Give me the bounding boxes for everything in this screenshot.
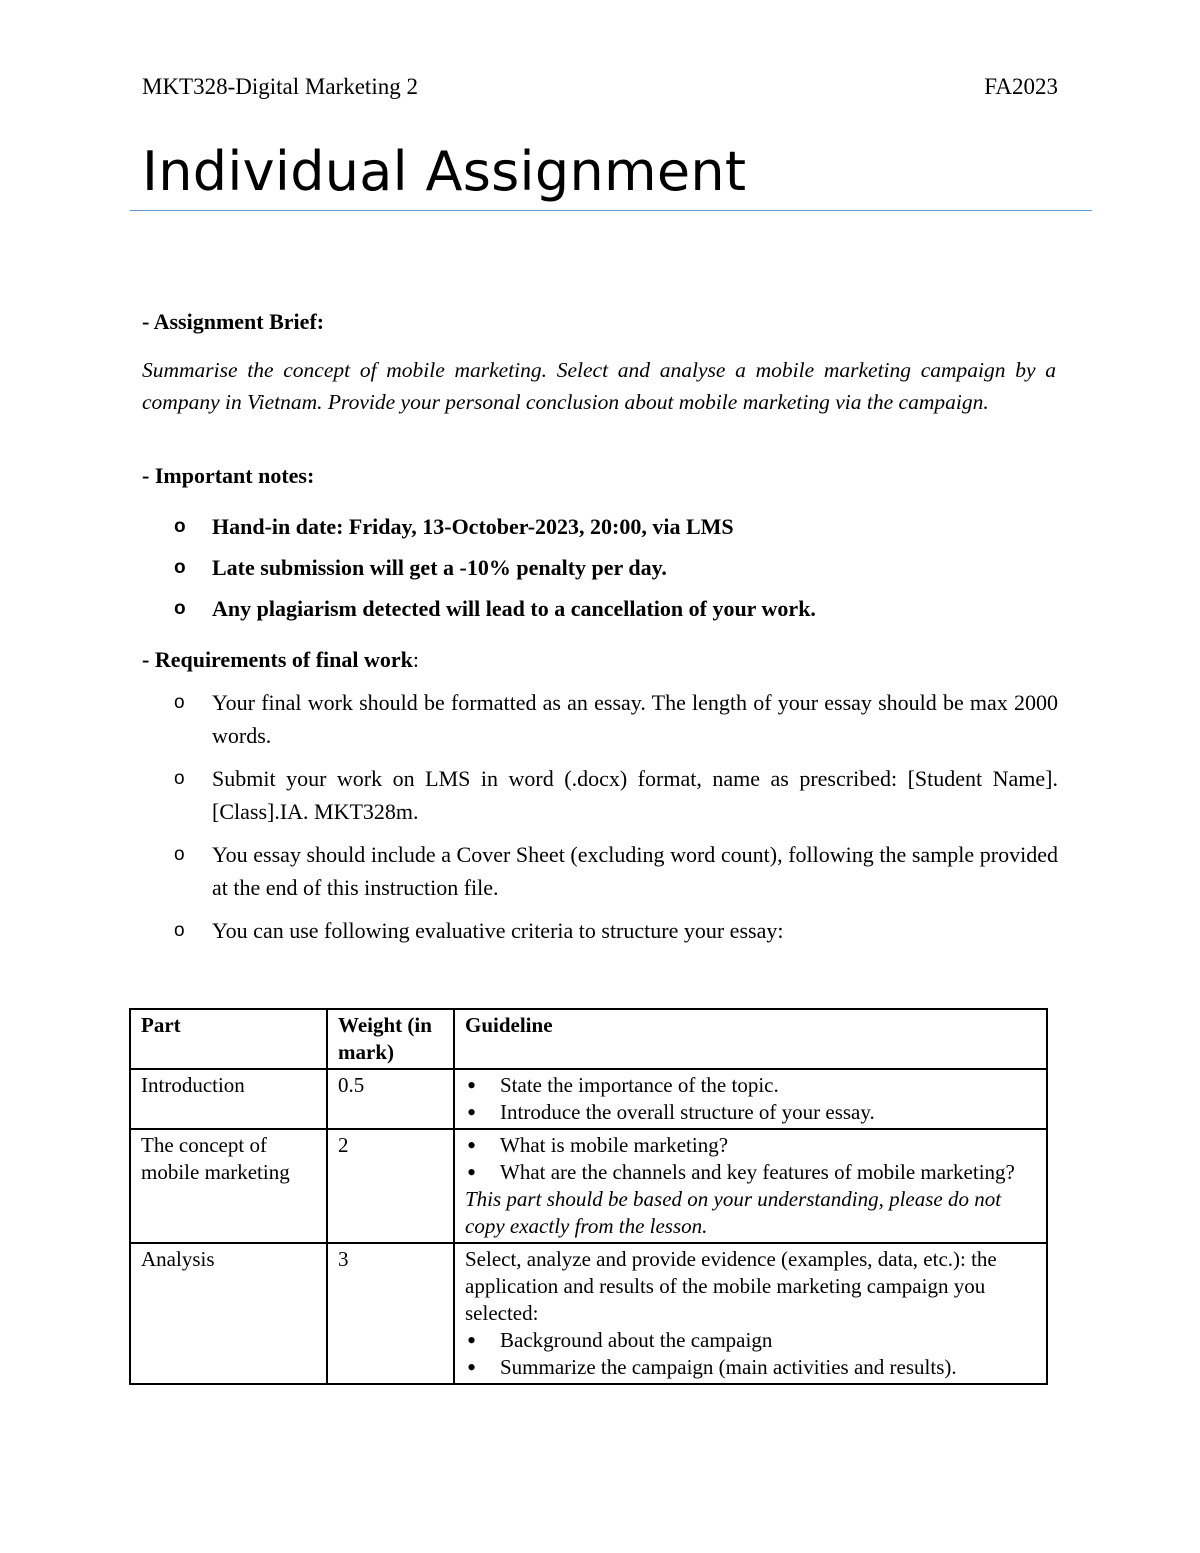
cell-weight: 0.5	[327, 1069, 454, 1129]
list-item	[142, 686, 1058, 752]
header-guideline: Guideline	[454, 1009, 1047, 1069]
notes-list	[142, 510, 1058, 625]
guideline-intro: Select, analyze and provide evidence (examples, data, etc.): the application and results of the mobile marketing campaign you selected:	[465, 1247, 997, 1325]
header-course: MKT328-Digital Marketing 2	[142, 74, 418, 99]
list-item	[142, 551, 1058, 584]
list-item: • What are the channels and key features of mobile marketing?	[465, 1159, 1036, 1186]
circle-bullet-icon: o	[174, 598, 186, 619]
title-divider	[130, 210, 1092, 211]
cell-part: The concept of mobile marketing	[130, 1129, 327, 1243]
cell-guideline	[454, 1069, 1047, 1129]
circle-bullet-icon: o	[174, 920, 185, 941]
circle-bullet-icon: o	[174, 844, 185, 865]
criteria-table	[129, 1008, 1048, 1385]
list-item	[142, 838, 1058, 904]
list-item: • Introduce the overall structure of your essay.	[465, 1099, 1036, 1126]
list-item	[142, 510, 1058, 543]
cell-guideline	[454, 1243, 1047, 1384]
requirement-text: You can use following evaluative criteria to structure your essay:	[212, 918, 784, 943]
circle-bullet-icon: o	[174, 768, 185, 789]
table-header-row	[130, 1009, 1047, 1069]
requirement-text: Your final work should be formatted as an essay. The length of your essay should be max 2000 words.	[212, 690, 1058, 748]
requirements-list	[142, 686, 1058, 947]
header-weight: Weight (in mark)	[327, 1009, 454, 1069]
table-row	[130, 1069, 1047, 1129]
guideline-bullets	[465, 1132, 1036, 1186]
brief-text: Summarise the concept of mobile marketing. Select and analyse a mobile marketing campaign by a company in Vietnam. Provide your personal conclusion about mobile marketing via the campaign.	[142, 358, 1056, 414]
guideline-bullets	[465, 1327, 1036, 1381]
circle-bullet-icon: o	[174, 516, 186, 537]
requirement-text: You essay should include a Cover Sheet (excluding word count), following the sample provided at the end of this instruction file.	[212, 842, 1058, 900]
list-item	[142, 592, 1058, 625]
requirement-text: Submit your work on LMS in word (.docx) format, name as prescribed: [Student Name].[Class].IA. MKT328m.	[212, 766, 1058, 824]
notes-heading: - Important notes:	[142, 463, 315, 488]
cell-part: Analysis	[130, 1243, 327, 1384]
circle-bullet-icon: o	[174, 557, 186, 578]
list-item	[142, 762, 1058, 828]
cell-weight: 3	[327, 1243, 454, 1384]
cell-weight: 2	[327, 1129, 454, 1243]
cell-part: Introduction	[130, 1069, 327, 1129]
circle-bullet-icon: o	[174, 692, 185, 713]
note-text: Any plagiarism detected will lead to a cancellation of your work.	[212, 596, 816, 621]
list-item: • Background about the campaign	[465, 1327, 1036, 1354]
list-item: • State the importance of the topic.	[465, 1072, 1036, 1099]
header-term: FA2023	[984, 74, 1058, 99]
guideline-note: This part should be based on your understanding, please do not copy exactly from the lesson.	[465, 1187, 1002, 1238]
cell-guideline	[454, 1129, 1047, 1243]
page-title: Individual Assignment	[142, 140, 747, 203]
list-item: • Summarize the campaign (main activities and results).	[465, 1354, 1036, 1381]
brief-heading: - Assignment Brief:	[142, 309, 325, 334]
requirements-heading-text: - Requirements of final work	[142, 647, 413, 672]
table-row	[130, 1129, 1047, 1243]
guideline-bullets	[465, 1072, 1036, 1126]
requirements-heading	[142, 647, 419, 673]
note-text: Late submission will get a -10% penalty per day.	[212, 555, 667, 580]
note-text: Hand-in date: Friday, 13-October-2023, 20:00, via LMS	[212, 514, 734, 539]
list-item: • What is mobile marketing?	[465, 1132, 1036, 1159]
table-row	[130, 1243, 1047, 1384]
list-item	[142, 914, 1058, 947]
requirements-heading-colon: :	[412, 647, 420, 672]
header-part: Part	[130, 1009, 327, 1069]
